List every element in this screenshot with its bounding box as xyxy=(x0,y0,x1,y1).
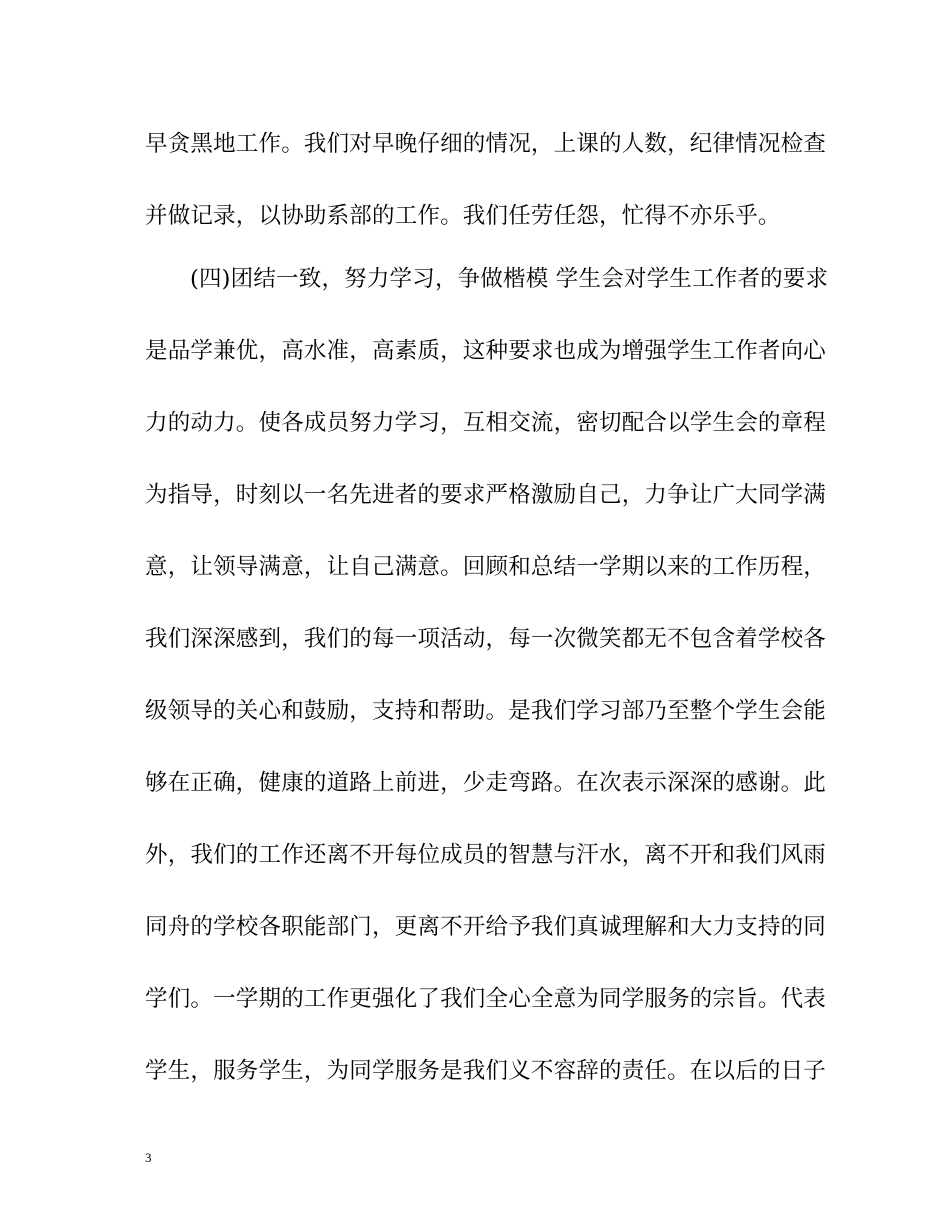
text-line: 力的动力。使各成员努力学习，互相交流，密切配合以学生会的章程 xyxy=(145,410,827,436)
text-line: 是品学兼优，高水准，高素质，这种要求也成为增强学生工作者向心 xyxy=(145,338,827,364)
text-line: 学们。一学期的工作更强化了我们全心全意为同学服务的宗旨。代表 xyxy=(145,986,827,1012)
text-line: 意，让领导满意，让自己满意。回顾和总结一学期以来的工作历程， xyxy=(145,554,827,580)
text-line: 级领导的关心和鼓励，支持和帮助。是我们学习部乃至整个学生会能 xyxy=(145,698,827,724)
page-number: 3 xyxy=(145,1150,152,1165)
text-line: 并做记录，以协助系部的工作。我们任劳任怨，忙得不亦乐乎。 xyxy=(145,203,781,229)
text-line: 为指导，时刻以一名先进者的要求严格激励自己，力争让广大同学满 xyxy=(145,482,827,508)
text-line: 外，我们的工作还离不开每位成员的智慧与汗水，离不开和我们风雨 xyxy=(145,842,827,868)
section-heading-line: (四)团结一致，努力学习，争做楷模 学生会对学生工作者的要求 xyxy=(190,266,829,292)
text-line: 学生，服务学生，为同学服务是我们义不容辞的责任。在以后的日子 xyxy=(145,1058,827,1084)
text-line: 早贪黑地工作。我们对早晚仔细的情况，上课的人数，纪律情况检查 xyxy=(145,131,827,157)
text-line: 我们深深感到，我们的每一项活动，每一次微笑都无不包含着学校各 xyxy=(145,626,827,652)
text-line: 够在正确，健康的道路上前进，少走弯路。在次表示深深的感谢。此 xyxy=(145,770,827,796)
text-line: 同舟的学校各职能部门，更离不开给予我们真诚理解和大力支持的同 xyxy=(145,914,827,940)
